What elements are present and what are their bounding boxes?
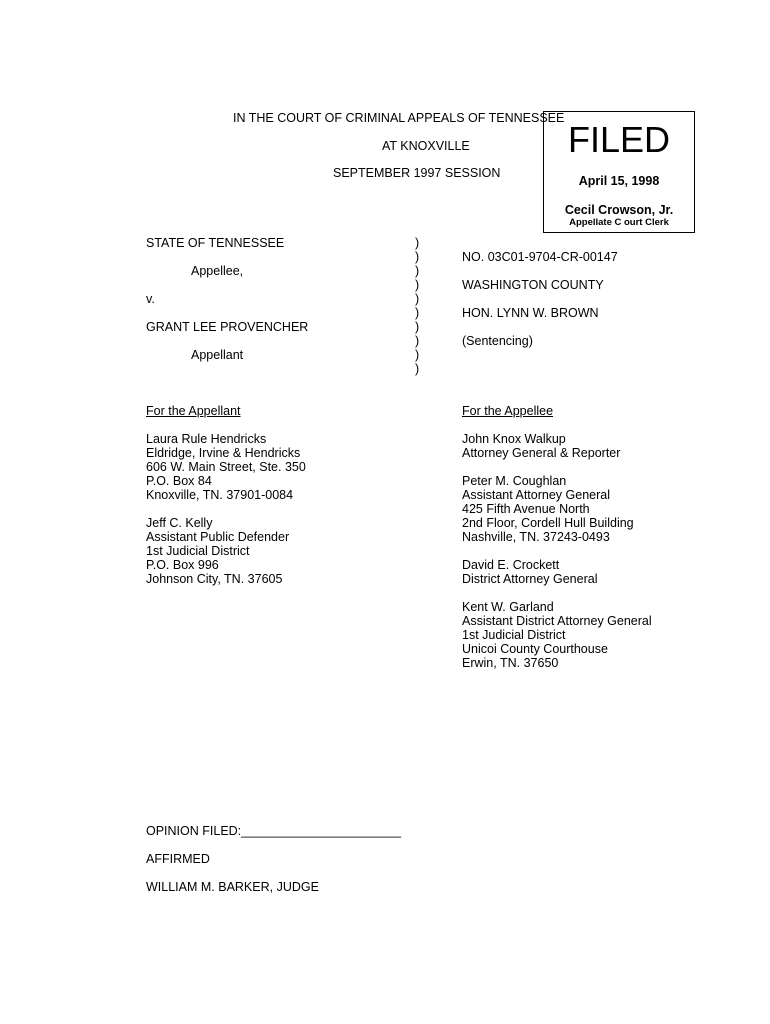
county: WASHINGTON COUNTY <box>462 278 604 292</box>
trial-judge: HON. LYNN W. BROWN <box>462 306 599 320</box>
address-line: Assistant Public Defender <box>146 530 290 544</box>
court-location: AT KNOXVILLE <box>382 139 470 153</box>
caption-parens <box>415 236 419 376</box>
appellant-role: Appellant <box>191 348 244 362</box>
court-name: IN THE COURT OF CRIMINAL APPEALS OF TENNESSEE <box>233 111 565 125</box>
address-line: Assistant District Attorney General <box>462 614 652 628</box>
appellee-attorney-3 <box>462 558 597 586</box>
paren: ) <box>415 236 420 250</box>
address-line: Johnson City, TN. 37605 <box>146 572 283 586</box>
paren: ) <box>415 306 420 320</box>
address-line: 1st Judicial District <box>462 628 566 642</box>
versus: v. <box>146 292 155 306</box>
filed-stamp <box>543 111 695 233</box>
address-line: Attorney General & Reporter <box>462 446 621 460</box>
filed-title: FILED <box>567 119 671 160</box>
paren: ) <box>415 362 420 376</box>
address-line: District Attorney General <box>462 572 598 586</box>
address-line: P.O. Box 84 <box>146 474 212 488</box>
clerk-name: Cecil Crowson, Jr. <box>564 203 674 217</box>
appellee-role: Appellee, <box>191 264 244 278</box>
court-session: SEPTEMBER 1997 SESSION <box>333 166 501 180</box>
address-line: 1st Judicial District <box>146 544 250 558</box>
address-line: Peter M. Coughlan <box>462 474 567 488</box>
paren: ) <box>415 250 420 264</box>
paren: ) <box>415 334 420 348</box>
address-line: Unicoi County Courthouse <box>462 642 608 656</box>
address-line: Laura Rule Hendricks <box>146 432 267 446</box>
paren: ) <box>415 348 420 362</box>
party-state: STATE OF TENNESSEE <box>146 236 285 250</box>
disposition: AFFIRMED <box>146 852 210 866</box>
address-line: 606 W. Main Street, Ste. 350 <box>146 460 306 474</box>
paren: ) <box>415 278 420 292</box>
address-line: Knoxville, TN. 37901-0084 <box>146 488 294 502</box>
opinion-author: WILLIAM M. BARKER, JUDGE <box>146 880 319 894</box>
paren: ) <box>415 320 420 334</box>
address-line: 425 Fifth Avenue North <box>462 502 590 516</box>
address-line: Eldridge, Irvine & Hendricks <box>146 446 301 460</box>
appellee-attorney-2 <box>462 474 634 544</box>
address-line: Erwin, TN. 37650 <box>462 656 559 670</box>
address-line: John Knox Walkup <box>462 432 566 446</box>
address-line: Nashville, TN. 37243-0493 <box>462 530 610 544</box>
appellant-counsel-heading: For the Appellant <box>146 404 241 418</box>
address-line: P.O. Box 996 <box>146 558 219 572</box>
address-line: Jeff C. Kelly <box>146 516 213 530</box>
address-line: Kent W. Garland <box>462 600 554 614</box>
paren: ) <box>415 264 420 278</box>
address-line: 2nd Floor, Cordell Hull Building <box>462 516 634 530</box>
appellant-attorney-1 <box>146 432 306 502</box>
appellant-attorney-2 <box>146 516 289 586</box>
appellee-counsel-heading: For the Appellee <box>462 404 554 418</box>
party-defendant: GRANT LEE PROVENCHER <box>146 320 309 334</box>
case-nature: (Sentencing) <box>462 334 533 348</box>
appellee-attorney-4 <box>462 600 652 670</box>
filed-date: April 15, 1998 <box>578 174 660 188</box>
paren: ) <box>415 292 420 306</box>
opinion-filed-line: OPINION FILED:_______________________ <box>146 824 402 838</box>
appellee-attorney-1 <box>462 432 620 460</box>
address-line: David E. Crockett <box>462 558 560 572</box>
address-line: Assistant Attorney General <box>462 488 610 502</box>
clerk-title: Appellate C ourt Clerk <box>569 217 669 228</box>
case-number: NO. 03C01-9704-CR-00147 <box>462 250 618 264</box>
